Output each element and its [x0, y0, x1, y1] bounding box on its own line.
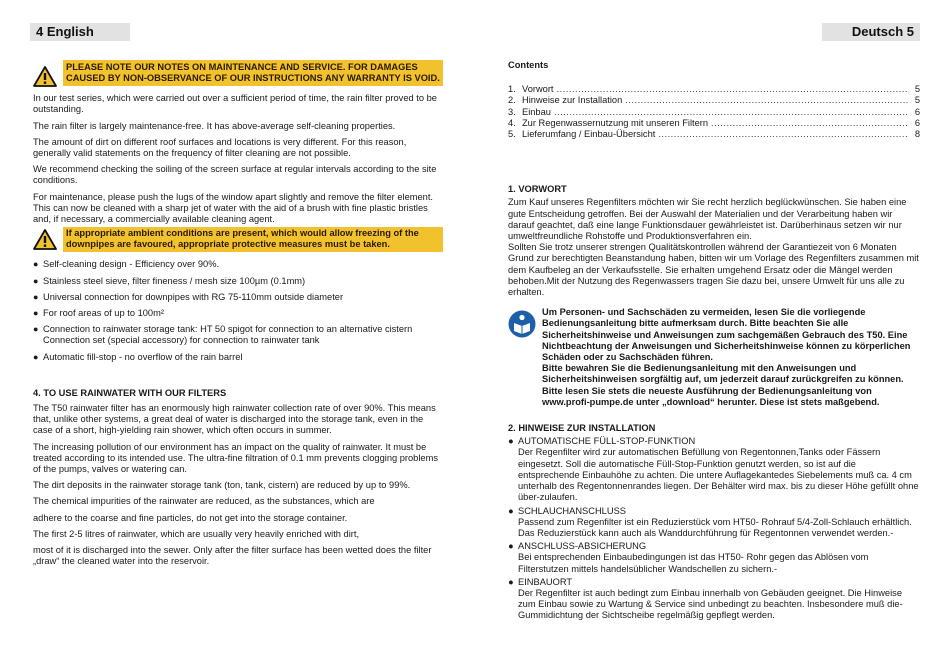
bullet-icon: ●	[508, 505, 514, 516]
paragraph: The increasing pollution of our environment has an impact on the quality of rainwater. It must be treated according to its intended use. The ultra-fine filtration of 0.1 mm prevents clogging problems of the pumps, valves or watering can.	[33, 441, 438, 475]
german-column	[508, 60, 920, 624]
list-item: ● For roof areas of up to 100m²	[33, 308, 164, 319]
feature-list	[33, 259, 443, 362]
bullet-icon: ●	[33, 291, 39, 302]
page-number-title-left: 4 English	[36, 24, 94, 39]
warning-triangle-icon	[33, 227, 63, 253]
paragraph: adhere to the coarse and fine particles, do not get into the storage container.	[33, 512, 348, 523]
list-item: ● Automatic fill-stop - no overflow of the rain barrel	[33, 351, 243, 362]
installation-list	[508, 436, 920, 621]
safety-notice	[508, 307, 920, 408]
paragraph: most of it is discharged into the sewer. Only after the filter surface has been wetted does the filter „draw“ the cleaned water into the reservoir.	[33, 545, 432, 567]
toc-item[interactable]: 2. Hinweise zur Installation ..... 5	[508, 95, 920, 106]
paragraph: The rain filter is largely maintenance-free. It has above-average self-cleaning properties.	[33, 120, 396, 131]
table-of-contents	[508, 84, 920, 140]
bullet-icon: ●	[33, 275, 39, 286]
paragraph: The T50 rainwater filter has an enormously high rainwater collection rate of over 90%. This means that, unlike other systems, a great deal of water is discharged into the storage tank, even in the case of a short, high-yielding rain shower, which often occurs in summer.	[33, 403, 436, 436]
paragraph: In our test series, which were carried out over a sufficient period of time, the rain filter proved to be outstanding.	[33, 93, 437, 115]
paragraph: The chemical impurities of the rainwater are reduced, as the substances, which are	[33, 496, 375, 507]
maintenance-warning	[33, 60, 443, 90]
toc-item[interactable]: 4. Zur Regenwassernutzung mit unseren Filtern ..... 6	[508, 118, 920, 129]
paragraph: The amount of dirt on different roof surfaces and locations is very different. For this reason, generally valid statements on the frequency of filter cleaning are not possible.	[33, 136, 407, 159]
page-header-right	[822, 23, 920, 41]
freezing-warning	[33, 227, 443, 253]
safety-text: Bitte bewahren Sie die Bedienungsanleitung mit den Anweisungen und Sicherheitshinweisen sorgfältig auf, um jederzeit darauf zurückgreifen zu können. Bitte lesen Sie stets die neueste Ausführung der Bedienungsanleitung von www.profi-pumpe.de unter „download“ herunter. Diese ist stets maßgebend.	[542, 363, 904, 407]
paragraph: We recommend checking the soiling of the screen surface at regular intervals according to the site conditions.	[33, 164, 437, 186]
toc-item[interactable]: 1. Vorwort ..... 5	[508, 84, 920, 95]
bullet-icon: ●	[508, 576, 514, 587]
paragraph: Zum Kauf unseres Regenfilters möchten wir Sie recht herzlich beglückwünschen. Sie haben eine gute Entscheidung getroffen. Bei der Auswahl der Materialien und der Verarbeitung haben wir darauf geachtet, daß eine lange Funktionsdauer gewährleistet ist. Darüberhinaus setzen wir nur umweltfreundliche Rohstoffe und Produktionsverfahren ein.	[508, 197, 907, 242]
list-item: ● AUTOMATISCHE FÜLL-STOP-FUNKTION Der Regenfilter wird zur automatischen Befüllung von Regentonnen,Tanks oder Fässern eingesetzt. Soll die automatische Füll-Stop-Funktion genutzt werden, so ist auf die entsprechende Einbauhöhe zu achten. Die untere Auflagekantedes Siebelements muß ca. 4 cm unterhalb des Regentonnenrandes liegen. Der Behälter wird max. bis zu dieser Höhe gefüllt ohne über-zulaufen.	[508, 436, 919, 503]
list-item: ● SCHLAUCHANSCHLUSS Passend zum Regenfilter ist ein Reduzierstück vom HT50- Rohrauf 5/4-Zoll-Schlauch erhältlich. Das Reduzierstück kann auch als Wanddurchführung für Regentonnen verwendet werden.-	[508, 505, 912, 538]
contents-title: Contents	[508, 60, 549, 70]
page-header-left	[30, 23, 130, 41]
toc-item[interactable]: 3. Einbau ..... 6	[508, 107, 920, 118]
bullet-icon: ●	[33, 324, 39, 335]
warning-text: PLEASE NOTE OUR NOTES ON MAINTENANCE AND SERVICE. FOR DAMAGES CAUSED BY NON-OBSERVANCE OF OUR INSTRUCTIONS ANY WARRANTY IS VOID.	[63, 60, 443, 86]
list-item: ● EINBAUORT Der Regenfilter ist auch bedingt zum Einbau innerhalb von Gebäuden geeignet. Die Hinweise zum Einbau sowie zu Wartung & Service sind unbedingt zu beachten. Insbesondere muß die-Gummidichtung der Sichtscheibe regelmäßig gepflegt werden.	[508, 576, 903, 621]
bullet-icon: ●	[33, 351, 39, 362]
section-title: 1. VORWORT	[508, 184, 567, 195]
bullet-icon: ●	[508, 436, 514, 447]
list-item: ● Self-cleaning design - Efficiency over 90%.	[33, 259, 220, 270]
list-item: ● Stainless steel sieve, filter fineness / mesh size 100µm (0.1mm)	[33, 275, 306, 286]
paragraph: Sollten Sie trotz unserer strengen Qualitätskontrollen während der Garantiezeit von 6 Monaten Grund zur berechtigten Beanstandung haben, bitten wir um Vorlage des Regenfilters zusammen mit dem Kaufbeleg an der Verkaufsstelle. Sie erhalten umgehend Ersatz oder die Mängel werden behoben.Mit der Nutzung des Regenwassers tragen Sie dazu bei, unsere Umwelt für uns alle zu erhalten.	[508, 242, 919, 298]
paragraph: The dirt deposits in the rainwater storage tank (ton, tank, cistern) are reduced by up to 99%.	[33, 480, 411, 491]
bullet-icon: ●	[508, 541, 514, 552]
page-number-title-right: Deutsch 5	[851, 24, 914, 39]
paragraph: The first 2-5 litres of rainwater, which are usually very heavily enriched with dirt,	[33, 528, 360, 539]
section-title: 4. TO USE RAINWATER WITH OUR FILTERS	[33, 387, 227, 398]
warning-text: If appropriate ambient conditions are present, which would allow freezing of the downpipes are favoured, appropriate protective measures must be taken.	[63, 227, 443, 251]
toc-item[interactable]: 5. Lieferumfang / Einbau-Übersicht ..... 8	[508, 129, 920, 140]
bullet-icon: ●	[33, 308, 39, 319]
english-column	[33, 60, 443, 573]
list-item: ● ANSCHLUSS-ABSICHERUNG Bei entsprechenden Einbaubedingungen ist das HT50- Rohr gegen das Ablösen vom Filterstutzen mittels handelsüblicher Wandschellen zu sichern.-	[508, 541, 869, 574]
read-manual-icon	[508, 307, 542, 408]
paragraph: For maintenance, please push the lugs of the window apart slightly and remove the filter element. This can now be cleaned with a sharp jet of water with the aid of a brush with fine plastic bristles and, if necessary, a commercially available cleaning agent.	[33, 191, 433, 225]
list-item: ● Universal connection for downpipes with RG 75-110mm outside diameter	[33, 291, 344, 302]
list-item: ● Connection to rainwater storage tank: HT 50 spigot for connection to an alternative cistern Connection set (special accessory) for connection to rainwater tank	[33, 324, 413, 346]
bullet-icon: ●	[33, 259, 39, 270]
warning-triangle-icon	[33, 60, 63, 90]
safety-text: Um Personen- und Sachschäden zu vermeiden, lesen Sie die vorliegende Bedienungsanleitung bitte aufmerksam durch. Bitte beachten Sie alle Sicherheitshinweise und Anweisungen zum sachgemäßen Gebrauch des T50. Eine Nichtbeachtung der Anweisungen und Sicherheitshinweise können zu körperlichen Schäden oder zu Sachschäden führen.	[542, 307, 911, 363]
section-title: 2. HINWEISE ZUR INSTALLATION	[508, 423, 656, 434]
